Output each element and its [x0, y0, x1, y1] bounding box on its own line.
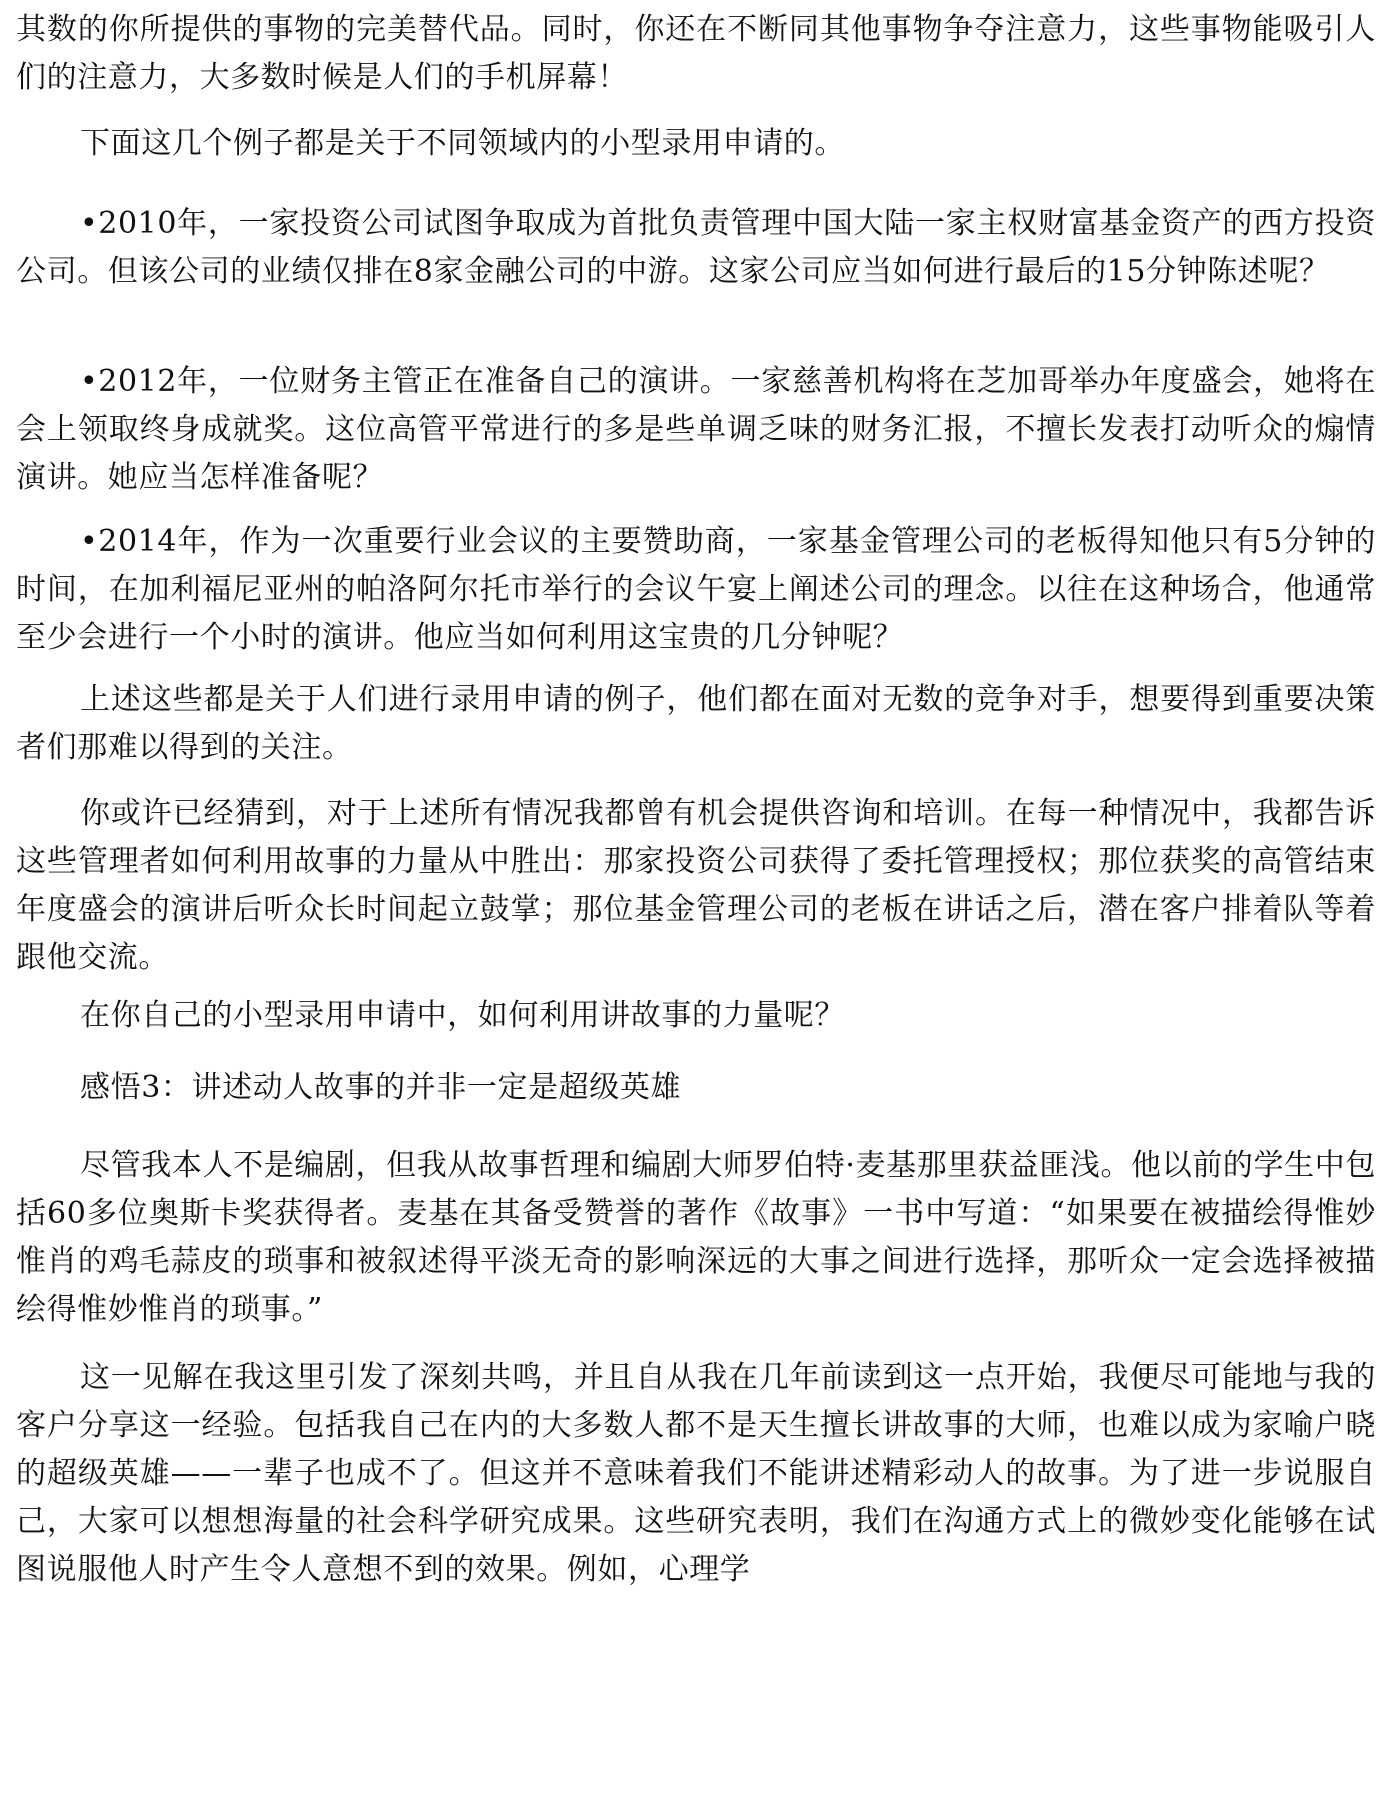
paragraph-consulting: 你或许已经猜到，对于上述所有情况我都曾有机会提供咨询和培训。在每一种情况中，我都告诉这些管理者如何利用故事的力量从中胜出：那家投资公司获得了委托管理授权；那位获奖的高管结束年度盛会的演讲后听众长时间起立鼓掌；那位基金管理公司的老板在讲话之后，潜在客户排着队等着跟他交流。: [16, 796, 1376, 975]
paragraph-intro-examples: 下面这几个例子都是关于不同领域内的小型录用申请的。: [80, 126, 845, 161]
paragraph-mckee: 尽管我本人不是编剧，但我从故事哲理和编剧大师罗伯特·麦基那里获益匪浅。他以前的学生中包括60多位奥斯卡奖获得者。麦基在其备受赞誉的著作《故事》一书中写道：“如果要在被描绘得惟妙惟肖的鸡毛蒜皮的琐事和被叙述得平淡无奇的影响深远的大事之间进行选择，那听众一定会选择被描绘得惟妙惟肖的琐事。”: [16, 1148, 1376, 1327]
bullet-2012: •2012年，一位财务主管正在准备自己的演讲。一家慈善机构将在芝加哥举办年度盛会，她将在会上领取终身成就奖。这位高管平常进行的多是些单调乏味的财务汇报，不擅长发表打动听众的煽情演讲。她应当怎样准备呢？: [16, 364, 1376, 495]
paragraph-question: 在你自己的小型录用申请中，如何利用讲故事的力量呢？: [80, 998, 845, 1033]
paragraph-summary: 上述这些都是关于人们进行录用申请的例子，他们都在面对无数的竞争对手，想要得到重要决策者们那难以得到的关注。: [16, 682, 1376, 765]
section-heading: 感悟3：讲述动人故事的并非一定是超级英雄: [80, 1070, 682, 1105]
bullet-2014: •2014年，作为一次重要行业会议的主要赞助商，一家基金管理公司的老板得知他只有5分钟的时间，在加利福尼亚州的帕洛阿尔托市举行的会议午宴上阐述公司的理念。以往在这种场合，他通常至少会进行一个小时的演讲。他应当如何利用这宝贵的几分钟呢？: [16, 524, 1376, 655]
paragraph-insight: 这一见解在我这里引发了深刻共鸣，并且自从我在几年前读到这一点开始，我便尽可能地与我的客户分享这一经验。包括我自己在内的大多数人都不是天生擅长讲故事的大师，也难以成为家喻户晓的超级英雄——一辈子也成不了。但这并不意味着我们不能讲述精彩动人的故事。为了进一步说服自己，大家可以想想海量的社会科学研究成果。这些研究表明，我们在沟通方式上的微妙变化能够在试图说服他人时产生令人意想不到的效果。例如，心理学: [16, 1360, 1376, 1587]
paragraph-continuation: 其数的你所提供的事物的完美替代品。同时，你还在不断同其他事物争夺注意力，这些事物能吸引人们的注意力，大多数时候是人们的手机屏幕！: [16, 12, 1376, 95]
bullet-2010: •2010年，一家投资公司试图争取成为首批负责管理中国大陆一家主权财富基金资产的西方投资公司。但该公司的业绩仅排在8家金融公司的中游。这家公司应当如何进行最后的15分钟陈述呢？: [16, 206, 1376, 289]
